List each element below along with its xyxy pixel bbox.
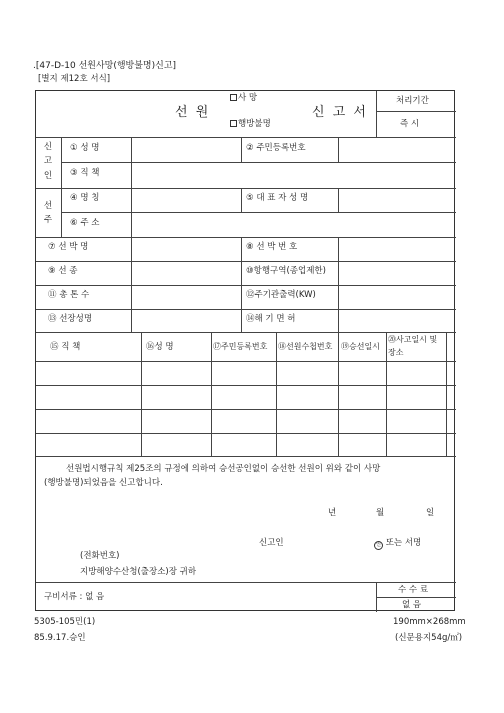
crew-row-4[interactable] [36,433,456,456]
reporter-sign-label: 신고인 [259,538,284,548]
col-name: ⑯성 명 [146,342,174,352]
required-documents: 구비서류 : 없 음 [44,592,105,602]
owner-address-label: ⑥ 주 소 [70,218,100,228]
reporter-position-label: ③ 직 책 [70,168,100,178]
col-boarding: ⑲승선일시 [341,342,380,351]
report-form [35,90,455,611]
reporter-label: 신 고 인 [43,142,53,181]
processing-value: 즉 시 [400,119,420,129]
phone-label: (전화번호) [80,551,120,561]
date-year: 년 [328,508,337,518]
ship-type-label: ⑨ 선 종 [48,266,78,276]
date-day: 일 [426,508,435,518]
declaration-line2: (행방불명)되었음을 신고합니다. [44,478,163,488]
crew-row-1[interactable] [36,361,456,385]
title-right: 신 고 서 [312,105,368,120]
license-label: ⑭해 기 면 허 [246,314,296,324]
date-month: 월 [376,508,385,518]
captain-label: ⑬ 선장성명 [48,314,93,324]
col-resident: ⑰주민등록번호 [213,342,268,351]
owner-label: 선 주 [43,201,53,226]
declaration-line1: 선원법시행규칙 제25조의 규정에 의하여 승선공인없이 승선한 선원이 위와 같이 사망 [66,464,381,474]
paper-size: 190mm×268mm [393,617,466,627]
title-left: 선 원 [175,105,211,120]
option-missing[interactable]: 행방불명 [230,120,271,129]
ship-number-label: ⑧ 선 박 번 호 [246,242,298,252]
tonnage-label: ⑪ 총 톤 수 [48,290,90,300]
owner-rep-label: ⑤ 대 표 자 성 명 [246,193,309,203]
seal-icon: 인 [374,541,383,550]
death-checkbox[interactable] [230,94,237,101]
signature-field[interactable]: 인 또는 서명 [374,539,421,550]
form-code: .[47-D-10 선원사망(행방불명)신고] [33,61,177,71]
fee-label: 수 수 료 [398,585,429,595]
form-number: 5305-105민(1) [34,617,96,627]
missing-checkbox[interactable] [230,120,237,127]
option-death[interactable]: 사 망 [230,94,257,103]
crew-row-2[interactable] [36,385,456,409]
col-handbook: ⑱선원수첩번호 [278,342,333,351]
processing-label: 처리기간 [396,96,429,106]
paper-type: (신문용지54g/㎡) [395,633,463,643]
annex-label: [별지 제12호 서식] [38,74,111,84]
reporter-resident-label: ② 주민등록번호 [246,143,306,153]
addressee: 지방해양수산청(출장소)장 귀하 [80,567,197,577]
ship-name-label: ⑦ 선 박 명 [48,242,89,252]
col-accident: ⑳사고일시 및 장소 [388,335,438,357]
col-position: ⑮ 직 책 [50,342,81,352]
approval-date: 85.9.17.승인 [34,633,86,643]
engine-label: ⑫주기관출력(KW) [246,290,316,300]
reporter-name-label: ① 성 명 [70,143,100,153]
owner-name-label: ④ 명 칭 [70,193,100,203]
fee-value: 없 음 [402,600,422,610]
route-label: ⑩항행구역(종업제한) [246,266,326,276]
crew-row-3[interactable] [36,409,456,433]
